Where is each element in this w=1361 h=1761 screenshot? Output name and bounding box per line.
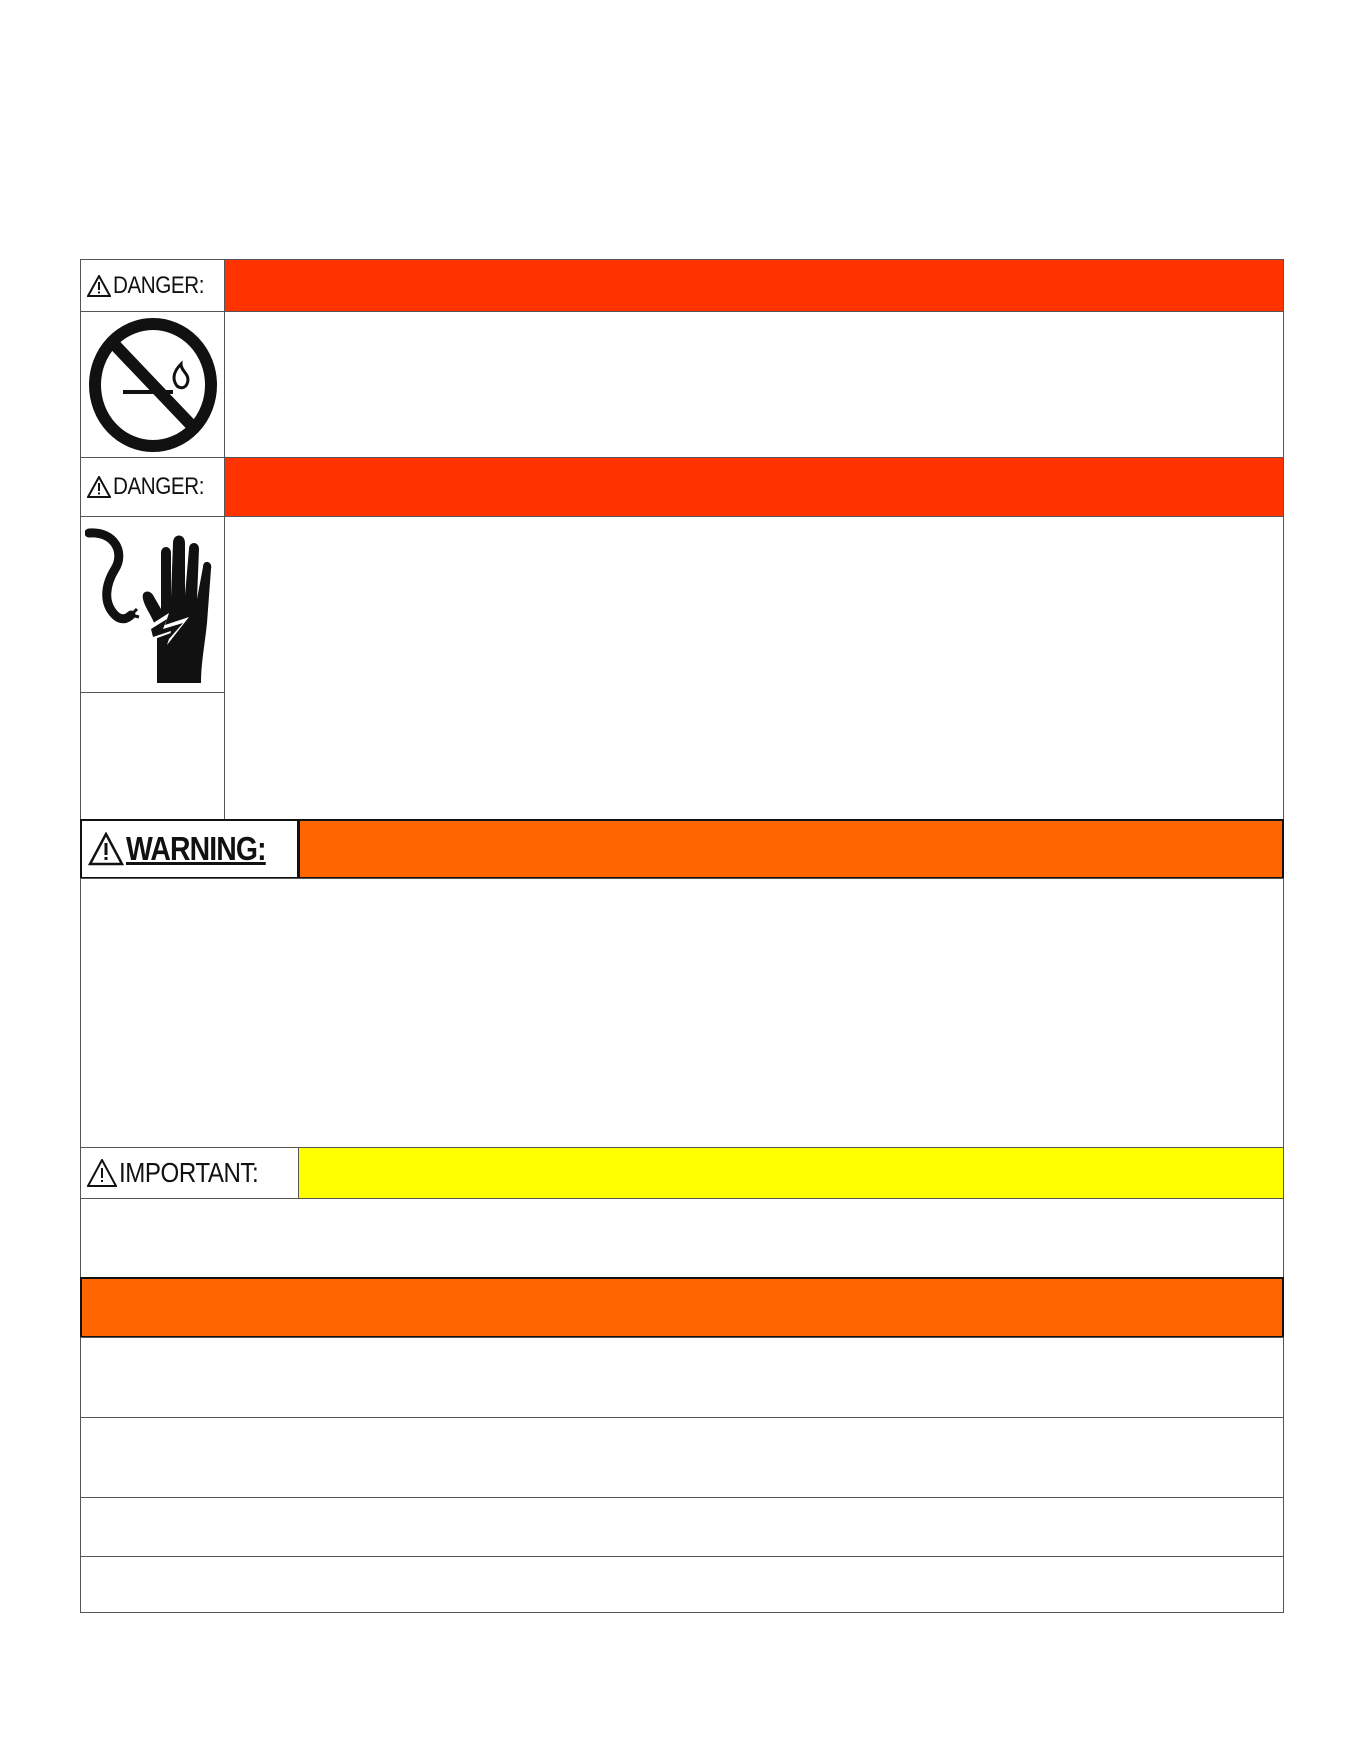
danger-label-fire xyxy=(80,259,225,312)
warning-bar xyxy=(298,819,1284,879)
danger-bar-fire xyxy=(224,259,1284,312)
important-body xyxy=(80,1198,1284,1278)
table-row xyxy=(80,1337,1284,1418)
electric-blank-cell xyxy=(80,692,225,820)
table-row xyxy=(80,1417,1284,1498)
table-row xyxy=(80,1556,1284,1613)
danger-label-text: DANGER: xyxy=(113,271,205,299)
warning-body xyxy=(80,878,1284,1148)
warning-label xyxy=(80,819,299,879)
warning-triangle-icon xyxy=(87,1159,117,1187)
important-label xyxy=(80,1147,299,1199)
table-row xyxy=(80,1497,1284,1557)
danger-fire-body xyxy=(224,311,1284,458)
danger-label-text: DANGER: xyxy=(113,473,205,500)
warning-triangle-icon xyxy=(87,476,111,498)
no-flame-icon-cell xyxy=(80,311,225,458)
important-bar xyxy=(298,1147,1284,1199)
no-open-flame-icon xyxy=(87,316,219,454)
danger-electric-body xyxy=(224,516,1284,820)
warning-triangle-icon xyxy=(87,275,111,297)
warning-label-text: WARNING: xyxy=(126,830,266,867)
electric-shock-hand-icon xyxy=(85,523,221,689)
danger-label-electric xyxy=(80,457,225,517)
important-label-text: IMPORTANT: xyxy=(119,1157,259,1188)
section-header-bar xyxy=(80,1277,1284,1338)
electric-icon-cell xyxy=(80,516,225,693)
danger-bar-electric xyxy=(224,457,1284,517)
warning-triangle-icon xyxy=(88,832,124,866)
